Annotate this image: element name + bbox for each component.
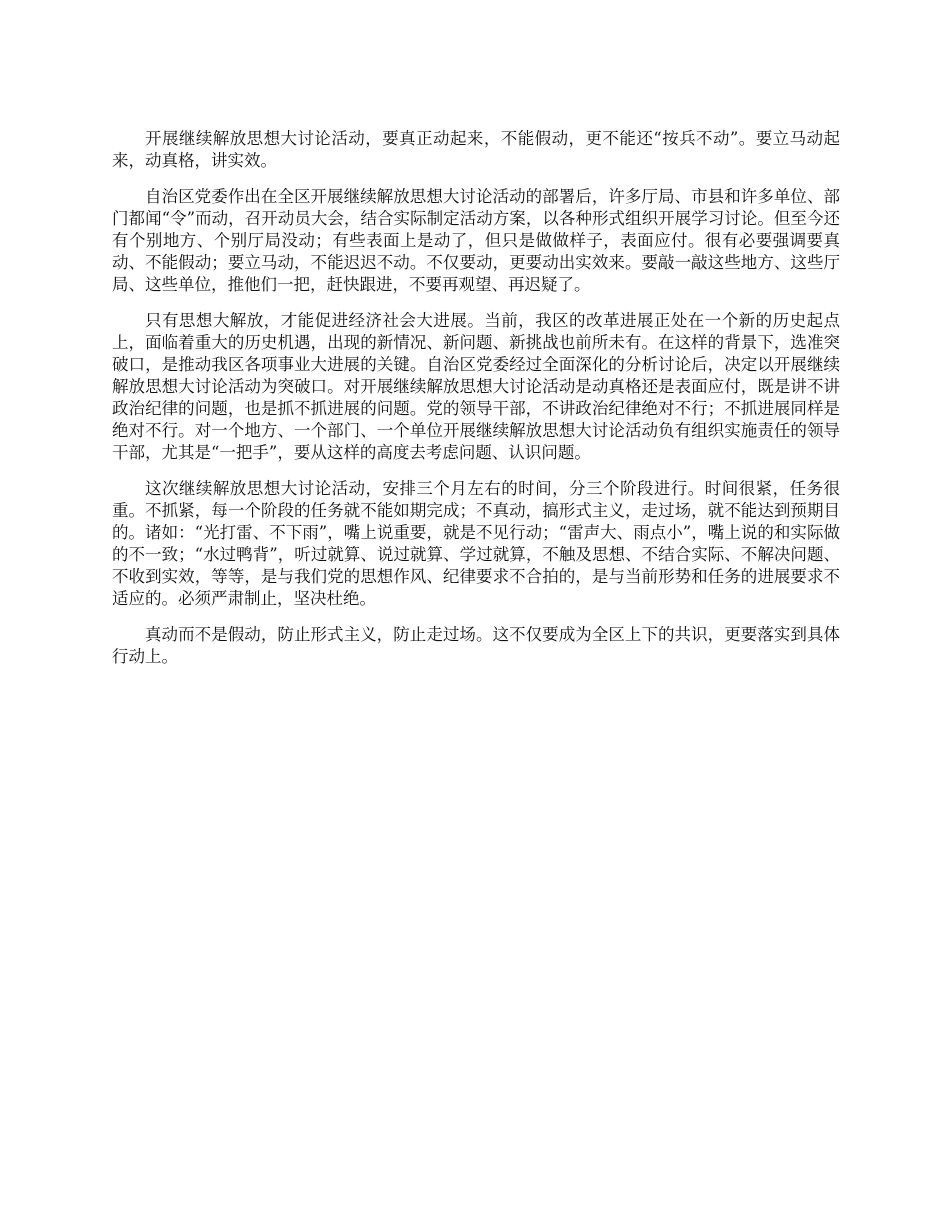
paragraph-1: 开展继续解放思想大讨论活动，要真正动起来，不能假动，更不能还“按兵不动”。要立马动起来，动真格，讲实效。 <box>112 129 840 170</box>
paragraph-2: 自治区党委作出在全区开展继续解放思想大讨论活动的部署后，许多厅局、市县和许多单位、部门都闻“令”而动，召开动员大会，结合实际制定活动方案，以各种形式组织开展学习讨论。但至今还有个别地方、个别厅局没动；有些表面上是动了，但只是做做样子，表面应付。很有必要强调要真动、不能假动；要立马动，不能迟迟不动。不仅要动，更要动出实效来。要敲一敲这些地方、这些厅局、这些单位，推他们一把，赶快跟进，不要再观望、再迟疑了。 <box>112 187 840 294</box>
paragraph-3: 只有思想大解放，才能促进经济社会大进展。当前，我区的改革进展正处在一个新的历史起点上，面临着重大的历史机遇，出现的新情况、新问题、新挑战也前所未有。在这样的背景下，选准突破口，是推动我区各项事业大进展的关键。自治区党委经过全面深化的分析讨论后，决定以开展继续解放思想大讨论活动为突破口。对开展继续解放思想大讨论活动是动真格还是表面应付，既是讲不讲政治纪律的问题，也是抓不抓进展的问题。党的领导干部，不讲政治纪律绝对不行；不抓进展同样是绝对不行。对一个地方、一个部门、一个单位开展继续解放思想大讨论活动负有组织实施责任的领导干部，尤其是“一把手”，要从这样的高度去考虑问题、认识问题。 <box>112 311 840 462</box>
paragraph-5: 真动而不是假动，防止形式主义，防止走过场。这不仅要成为全区上下的共识，更要落实到具体行动上。 <box>112 625 840 666</box>
paragraph-4: 这次继续解放思想大讨论活动，安排三个月左右的时间，分三个阶段进行。时间很紧，任务很重。不抓紧，每一个阶段的任务就不能如期完成；不真动，搞形式主义，走过场，就不能达到预期目的。诸如：“光打雷、不下雨”，嘴上说重要，就是不见行动；“雷声大、雨点小”，嘴上说的和实际做的不一致；“水过鸭背”，听过就算、说过就算、学过就算，不触及思想、不结合实际、不解决问题、不收到实效，等等，是与我们党的思想作风、纪律要求不合拍的，是与当前形势和任务的进展要求不适应的。必须严肃制止，坚决杜绝。 <box>112 479 840 608</box>
